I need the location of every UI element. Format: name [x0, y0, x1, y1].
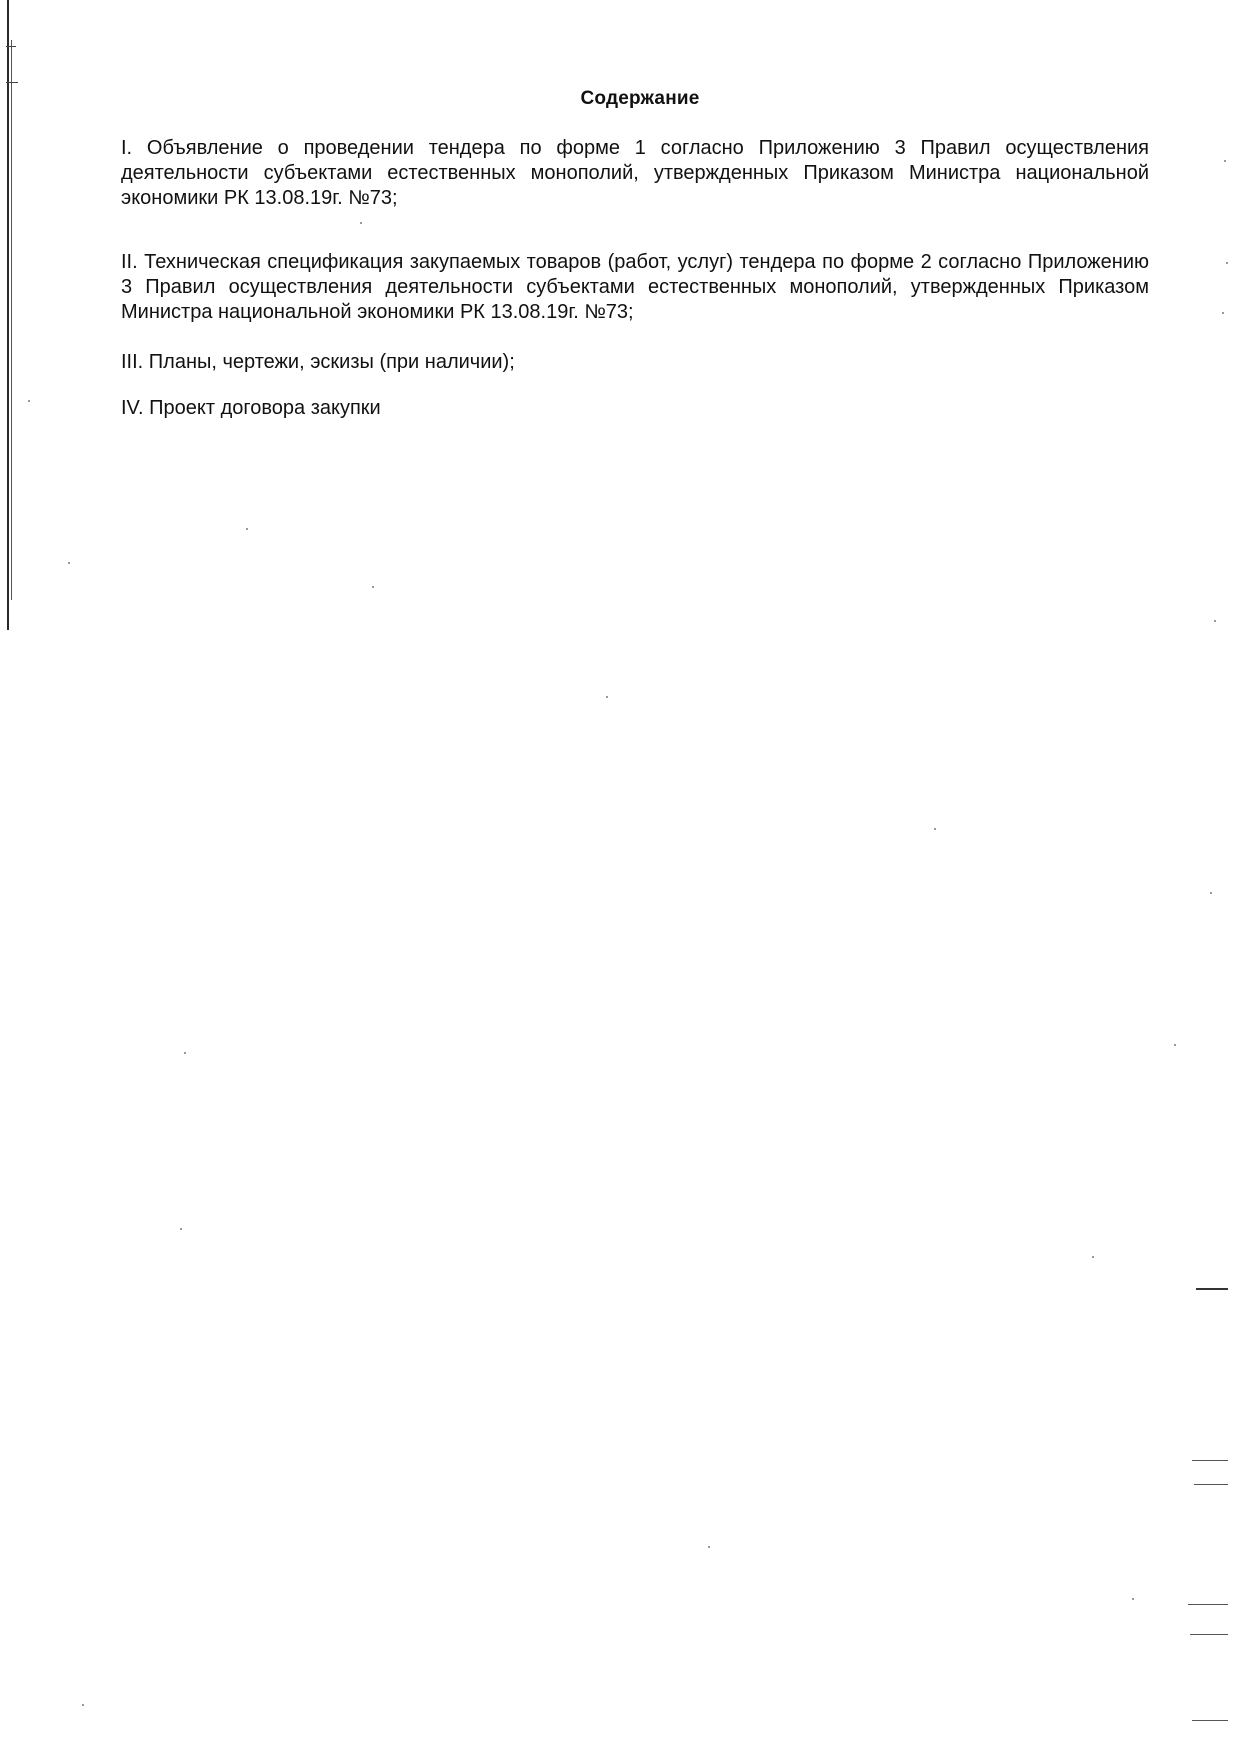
- scan-edge-mark: [1188, 1604, 1228, 1605]
- scan-speck: [1174, 1044, 1176, 1046]
- scan-speck: [934, 828, 936, 830]
- scan-speck: [68, 562, 70, 564]
- scan-edge-mark: [1192, 1720, 1228, 1721]
- scan-speck: [1214, 620, 1216, 622]
- scan-edge-mark: [1190, 1634, 1228, 1635]
- scan-speck: [1092, 1256, 1094, 1258]
- scan-speck: [82, 1704, 84, 1706]
- scan-speck: [1224, 160, 1226, 162]
- scan-speck: [180, 1228, 182, 1230]
- scan-speck: [246, 528, 248, 530]
- scan-edge-mark: [1194, 1484, 1228, 1485]
- scan-edge-mark: [1192, 1460, 1228, 1461]
- scan-speck: [28, 400, 30, 402]
- toc-item-3: III. Планы, чертежи, эскизы (при наличии);: [121, 351, 515, 373]
- scan-speck: [606, 696, 608, 698]
- toc-item-1: I. Объявление о проведении тендера по форме 1 согласно Приложению 3 Правил осуществления деятельности субъектами естественных монополий, утвержденных Приказом Министра национальной экономики РК 13.08.19г. №73;: [121, 137, 1149, 209]
- scan-speck: [1210, 892, 1212, 894]
- scan-edge-tick: [6, 82, 18, 83]
- toc-item-2: II. Техническая спецификация закупаемых товаров (работ, услуг) тендера по форме 2 согласно Приложению 3 Правил осуществления деятельности субъектами естественных монополий, утвержденных Приказом Министра национальной экономики РК 13.08.19г. №73;: [121, 251, 1149, 323]
- scan-speck: [1132, 1598, 1134, 1600]
- document-title: Содержание: [580, 88, 700, 109]
- scan-edge-line-thin: [11, 40, 12, 600]
- scan-edge-mark: [1196, 1288, 1228, 1290]
- scan-speck: [360, 222, 362, 224]
- toc-item-4: IV. Проект договора закупки: [121, 397, 381, 419]
- scan-edge-tick: [6, 46, 16, 47]
- scan-speck: [184, 1052, 186, 1054]
- scan-speck: [1222, 312, 1224, 314]
- scan-speck: [372, 586, 374, 588]
- scan-speck: [708, 1546, 710, 1548]
- scan-speck: [1226, 262, 1228, 264]
